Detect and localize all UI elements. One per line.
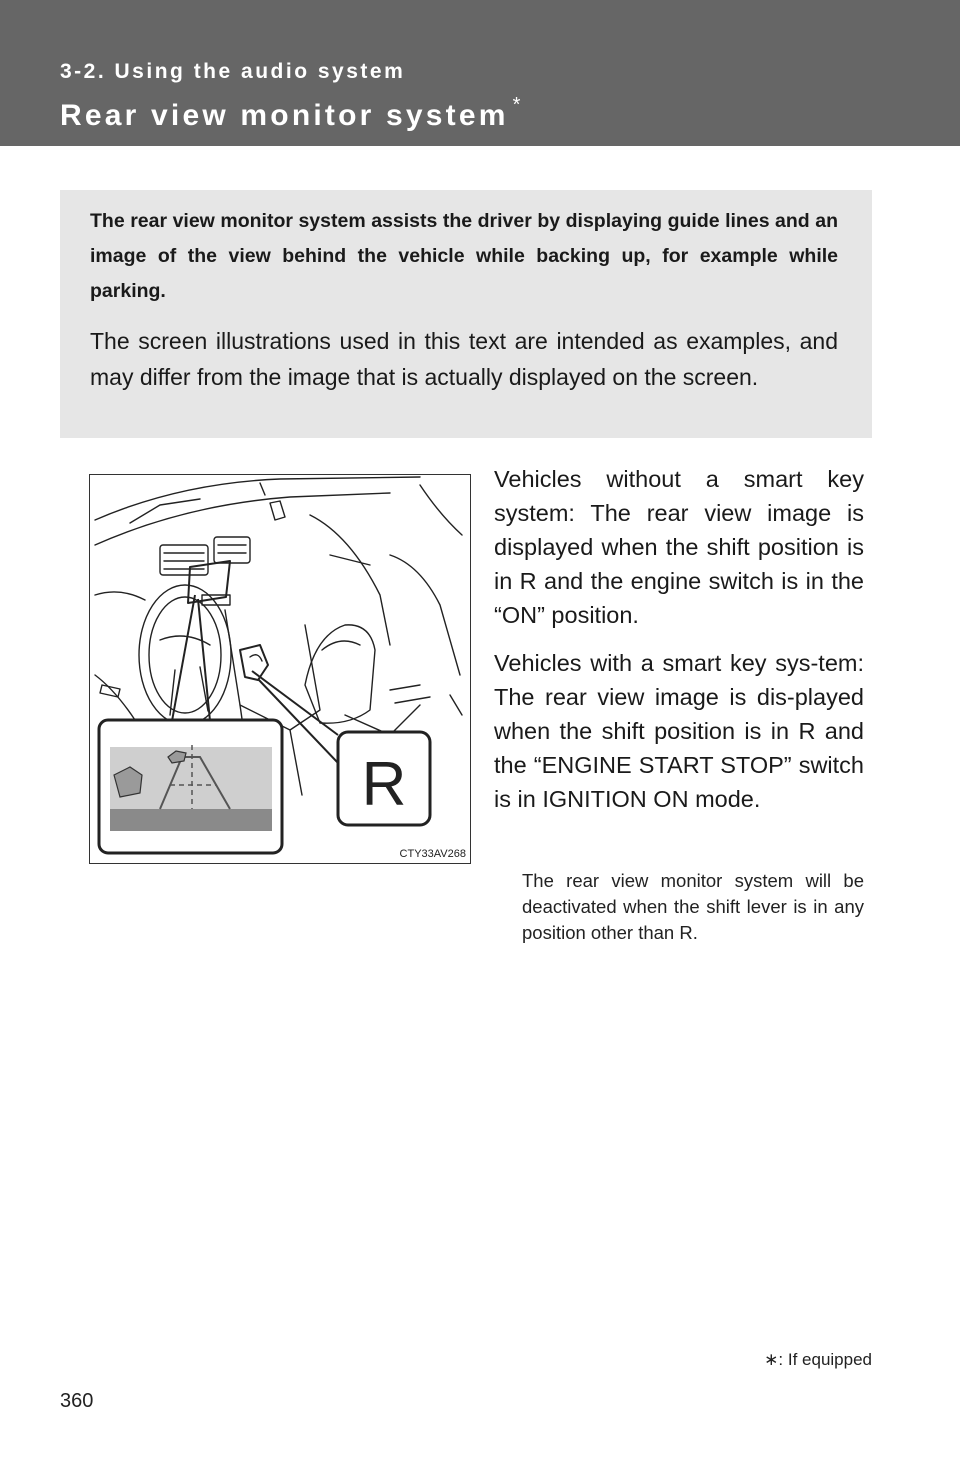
page-title bbox=[60, 94, 524, 133]
footnote: ∗: If equipped bbox=[764, 1350, 872, 1369]
page-title-text: Rear view monitor system bbox=[60, 99, 509, 132]
body-text bbox=[494, 462, 864, 830]
dashboard-drawing bbox=[90, 475, 470, 863]
section-label: 3-2. Using the audio system bbox=[60, 60, 406, 83]
paragraph-no-smart-key: Vehicles without a smart key system: The rear view image is displayed when the shift position is in R and the engine switch is in the “ON” position. bbox=[494, 466, 864, 628]
intro-summary: The rear view monitor system assists the driver by displaying guide lines and an image of the view behind the vehicle while backing up, for example while parking. bbox=[90, 210, 838, 302]
paragraph-smart-key: Vehicles with a smart key sys-tem: The rear view image is dis-played when the shift position is in R and the “ENGINE START STOP” switch is in IGNITION ON mode. bbox=[494, 650, 864, 812]
deactivation-note: The rear view monitor system will be deactivated when the shift lever is in any position other than R. bbox=[522, 870, 864, 943]
dashboard-illustration bbox=[89, 474, 471, 864]
intro-disclaimer: The screen illustrations used in this text are intended as examples, and may differ from the image that is actually displayed on the screen. bbox=[90, 328, 838, 390]
header-band bbox=[0, 0, 960, 146]
figure-code: CTY33AV268 bbox=[399, 848, 466, 860]
page-number: 360 bbox=[60, 1390, 94, 1412]
if-equipped-mark: * bbox=[512, 94, 524, 116]
intro-box bbox=[60, 190, 872, 438]
shift-position-label: R bbox=[361, 750, 407, 819]
